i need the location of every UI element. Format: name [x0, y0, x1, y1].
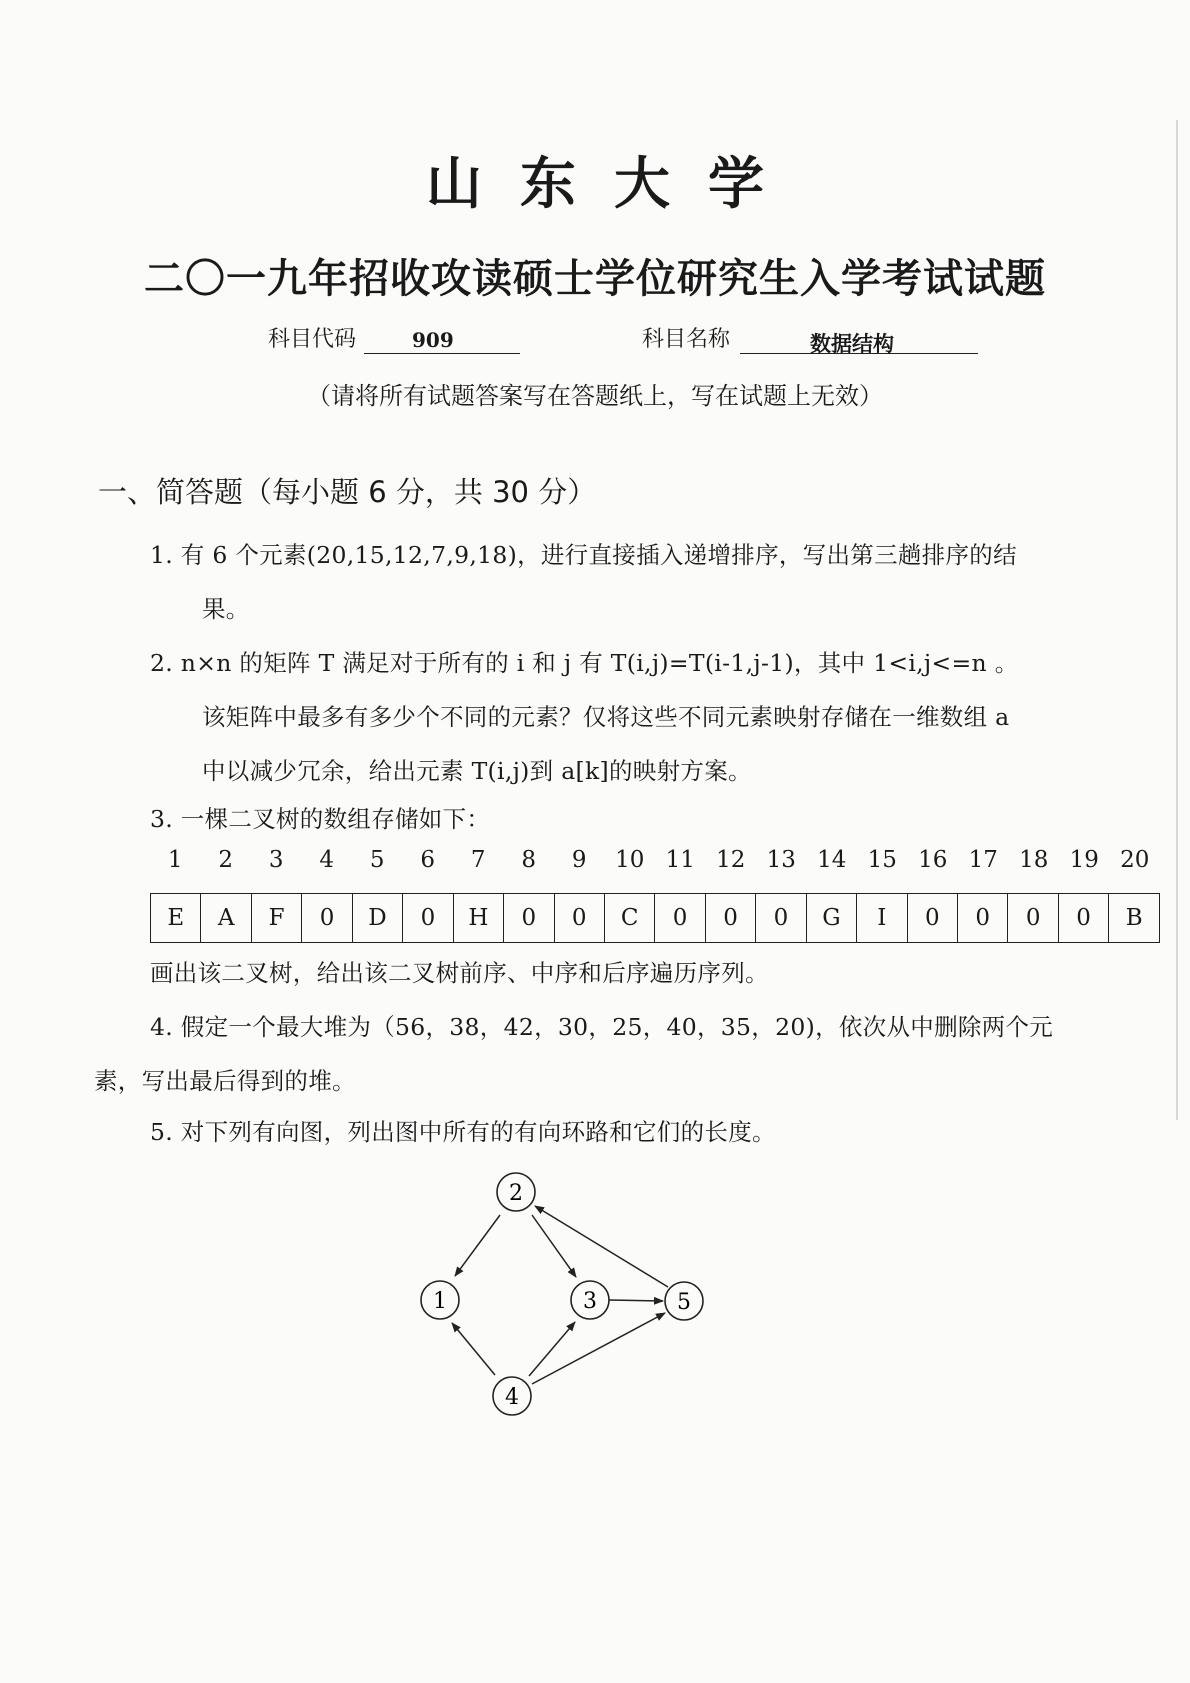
edge-4-to-1 — [452, 1323, 495, 1375]
edge-4-to-3 — [529, 1322, 575, 1376]
array-cell: A — [201, 894, 251, 943]
notice-text: （请将所有试题答案写在答题纸上，写在试题上无效） — [307, 382, 883, 410]
array-value-row — [151, 894, 1160, 943]
question-3 — [150, 792, 1150, 846]
section-heading: 一、简答题（每小题 6 分，共 30 分） — [98, 475, 597, 509]
subject-code-value: 909 — [364, 328, 520, 354]
array-index: 12 — [716, 847, 746, 873]
question-2 — [150, 636, 1150, 798]
array-cell: F — [251, 894, 301, 943]
array-index: 14 — [817, 847, 847, 873]
array-index: 13 — [766, 847, 796, 873]
array-cell: 0 — [655, 894, 705, 943]
question-2-line-3: 中以减少冗余，给出元素 T(i,j)到 a[k]的映射方案。 — [202, 757, 752, 785]
array-index: 11 — [665, 847, 695, 873]
graph-node-3-label: 3 — [583, 1289, 597, 1314]
array-index: 17 — [968, 847, 998, 873]
subject-name-value: 数据结构 — [740, 328, 978, 354]
array-index: 2 — [218, 847, 234, 873]
question-1-line-2: 果。 — [202, 595, 250, 623]
question-2-line-2: 该矩阵中最多有多少个不同的元素？仅将这些不同元素映射存储在一维数组 a — [202, 703, 1010, 731]
edge-2-to-3 — [532, 1215, 576, 1277]
array-cell: 0 — [705, 894, 755, 943]
array-index: 4 — [319, 847, 335, 873]
array-cell: 0 — [1058, 894, 1108, 943]
question-1 — [150, 528, 1150, 636]
array-cell: 0 — [756, 894, 806, 943]
question-4-line-2: 素，写出最后得到的堆。 — [94, 1067, 356, 1095]
array-index: 8 — [521, 847, 537, 873]
question-2-line-1: 2. n×n 的矩阵 T 满足对于所有的 i 和 j 有 T(i,j)=T(i-1,j-1)，其中 1<i,j<=n 。 — [150, 649, 1019, 677]
array-cell: 0 — [403, 894, 453, 943]
array-cell: B — [1109, 894, 1160, 943]
array-cell: D — [352, 894, 402, 943]
array-cell: E — [151, 894, 201, 943]
graph-node-4-label: 4 — [505, 1385, 519, 1410]
array-cell: C — [604, 894, 654, 943]
array-cell: I — [857, 894, 907, 943]
array-cell: 0 — [302, 894, 352, 943]
graph-node-1-label: 1 — [433, 1289, 447, 1314]
array-index: 15 — [867, 847, 897, 873]
array-cell: 0 — [504, 894, 554, 943]
array-index: 5 — [369, 847, 385, 873]
directed-graph — [420, 1170, 720, 1440]
question-1-line-1: 1. 有 6 个元素(20,15,12,7,9,18)，进行直接插入递增排序，写出第三趟排序的结 — [150, 541, 1017, 569]
edge-3-to-5 — [609, 1300, 663, 1301]
subject-code-label: 科目代码 — [268, 327, 357, 352]
question-4-line-1: 4. 假定一个最大堆为（56，38，42，30，25，40，35，20)，依次从中删除两个元 — [150, 1013, 1054, 1041]
exam-title: 二〇一九年招收攻读硕士学位研究生入学考试试题 — [144, 256, 1046, 302]
graph-node-5-label: 5 — [677, 1290, 691, 1315]
array-cell: 0 — [554, 894, 604, 943]
array-index: 6 — [420, 847, 436, 873]
graph-node-2-label: 2 — [509, 1181, 523, 1206]
array-cell: 0 — [1008, 894, 1058, 943]
array-cell: 0 — [958, 894, 1008, 943]
array-index: 3 — [268, 847, 284, 873]
array-index: 9 — [571, 847, 587, 873]
directed-graph-svg — [420, 1170, 720, 1440]
question-3-line-1: 3. 一棵二叉树的数组存储如下： — [150, 805, 491, 833]
university-title: 山东大学 — [426, 152, 802, 217]
array-index: 16 — [918, 847, 948, 873]
question-3-line-2: 画出该二叉树，给出该二叉树前序、中序和后序遍历序列。 — [150, 959, 769, 987]
edge-2-to-1 — [455, 1215, 500, 1276]
array-index-row — [150, 847, 1160, 883]
array-index: 10 — [615, 847, 645, 873]
array-cell: H — [453, 894, 503, 943]
array-index: 20 — [1120, 847, 1150, 873]
array-index: 1 — [167, 847, 183, 873]
array-index: 19 — [1069, 847, 1099, 873]
array-cell: 0 — [907, 894, 957, 943]
array-cell: G — [806, 894, 856, 943]
subject-name-label: 科目名称 — [642, 327, 731, 352]
array-index: 7 — [470, 847, 486, 873]
question-5-line-1: 5. 对下列有向图，列出图中所有的有向环路和它们的长度。 — [150, 1118, 776, 1146]
array-index: 18 — [1019, 847, 1049, 873]
array-table — [150, 893, 1160, 943]
